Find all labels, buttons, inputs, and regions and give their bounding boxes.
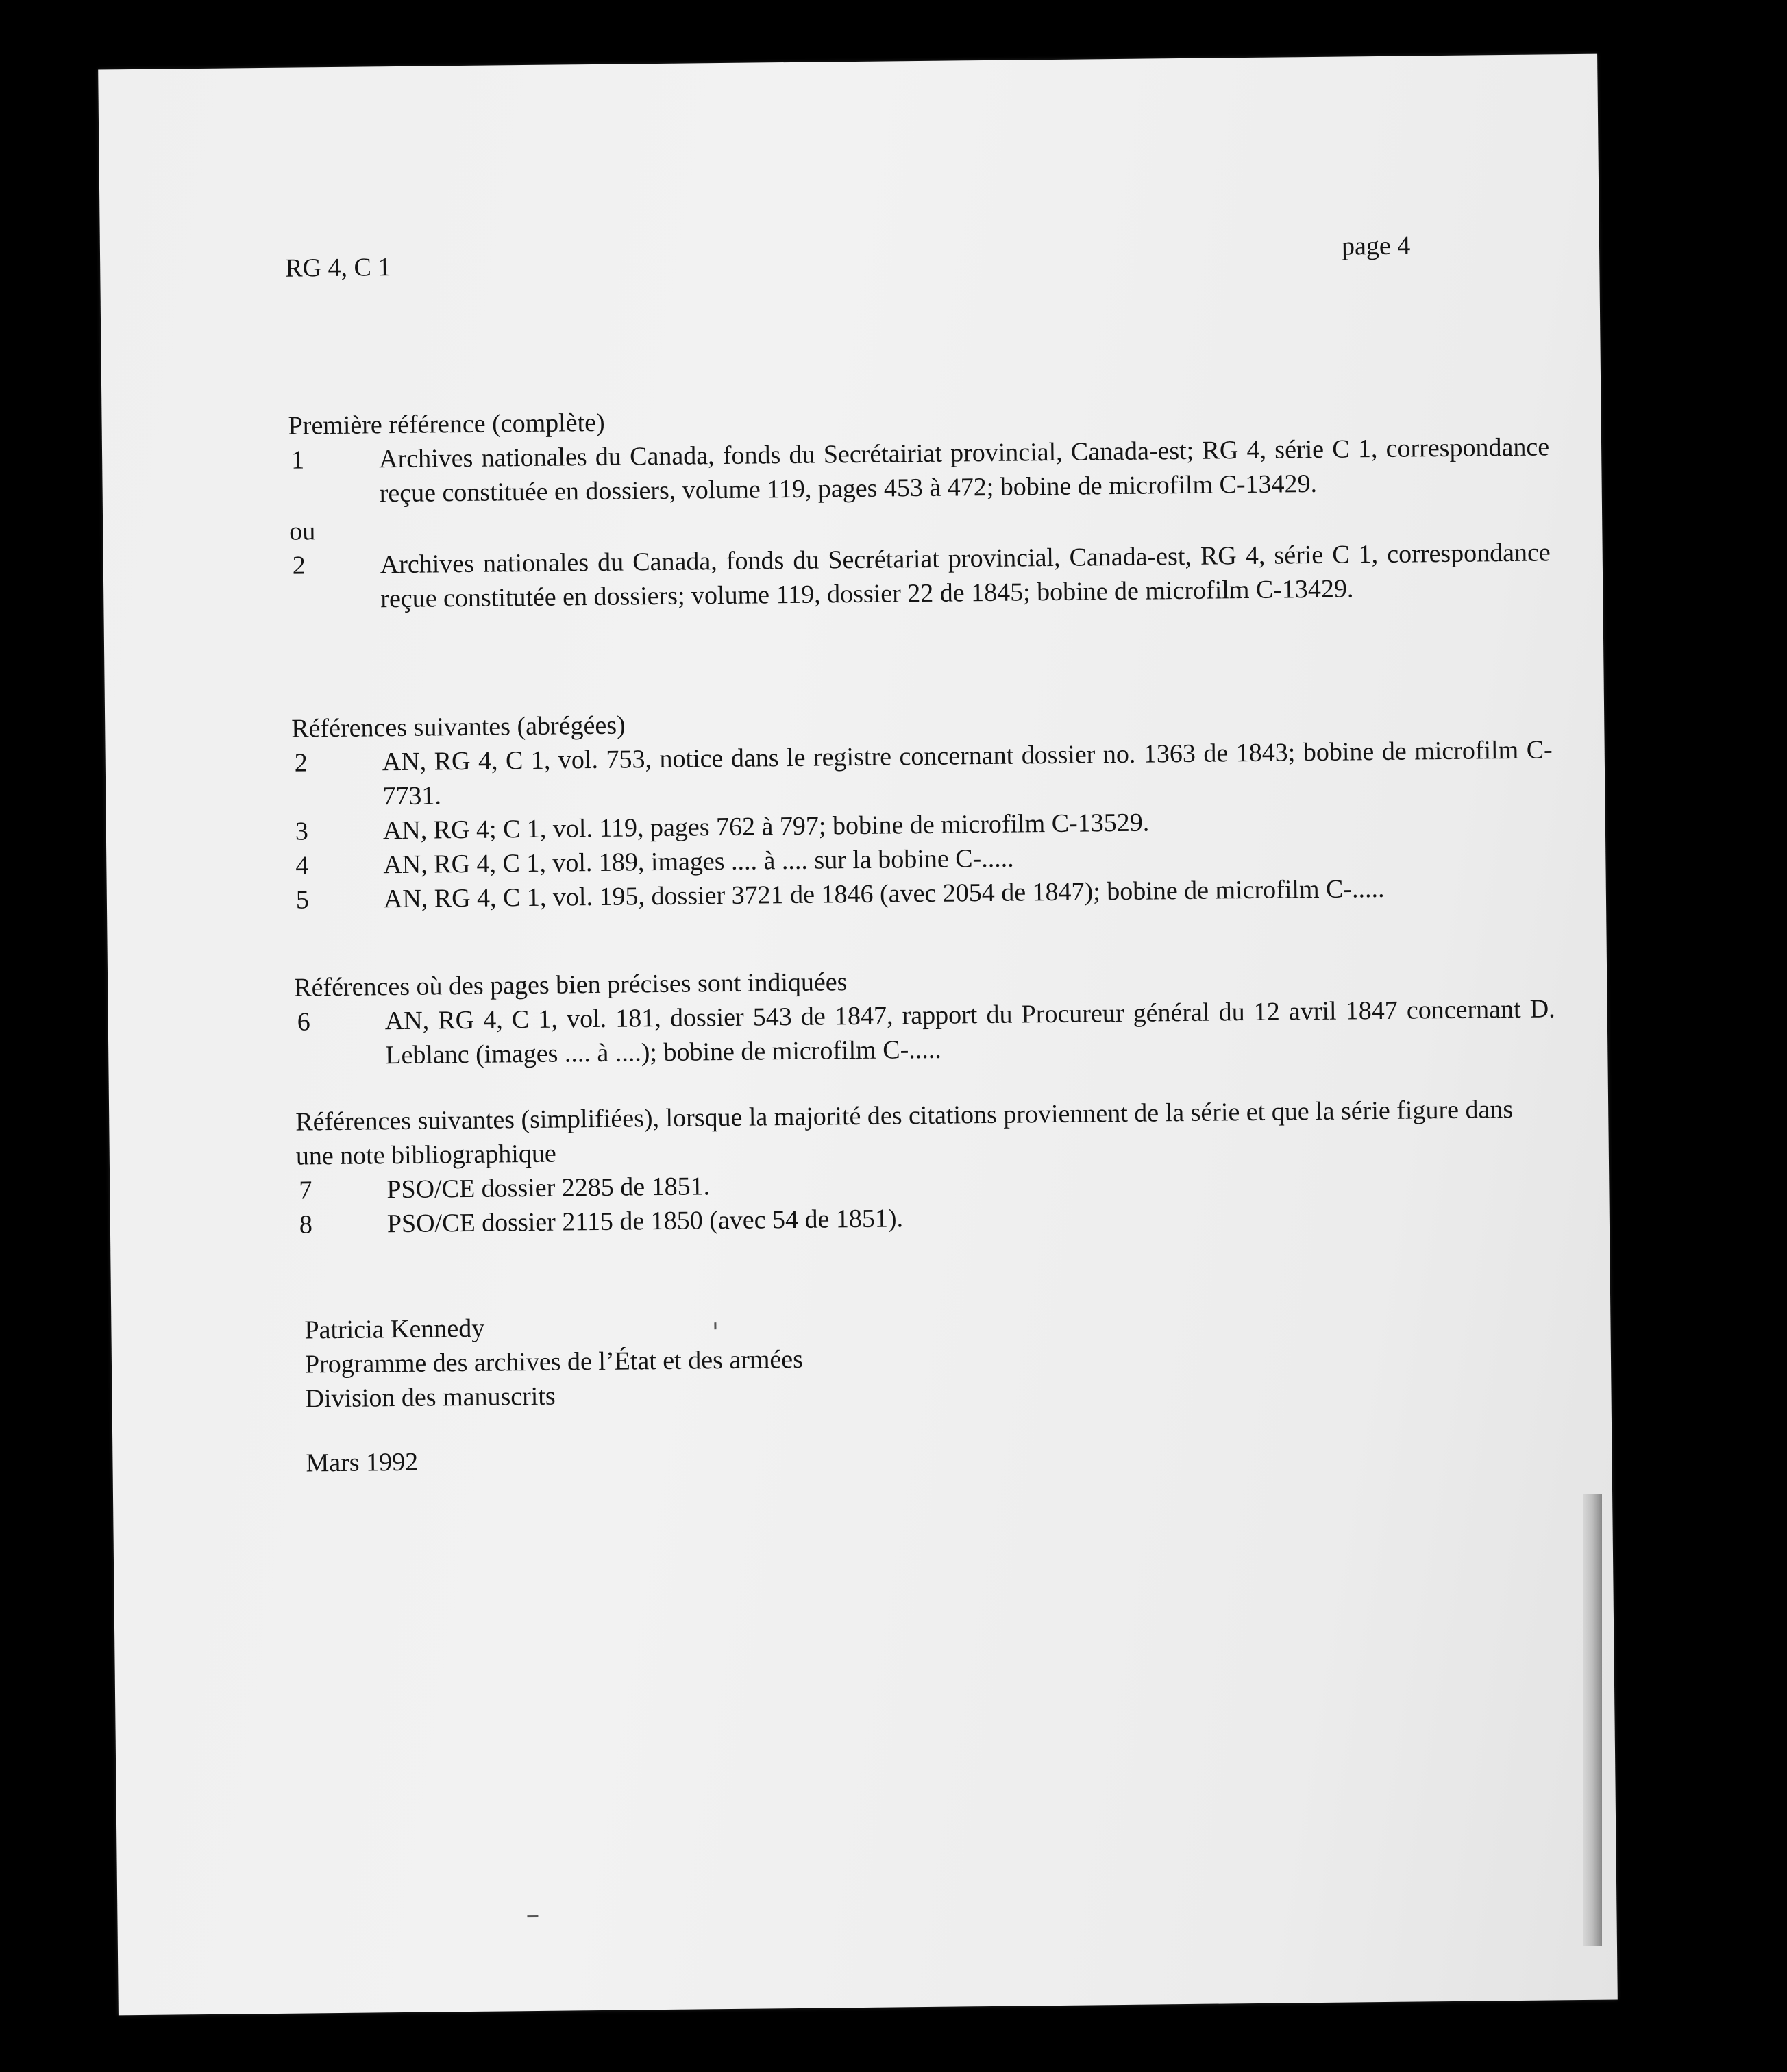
reference-entry bbox=[288, 430, 1550, 511]
entry-text: AN, RG 4, C 1, vol. 195, dossier 3721 de 1846 (avec 2054 de 1847); bobine de microfilm C-..... bbox=[383, 874, 1385, 914]
section-references-abregees bbox=[291, 698, 1554, 917]
entry-text: Archives nationales du Canada, fonds du Secrétairiat provincial, Canada-est; RG 4, série C 1, correspondance reçue constituée en dossiers, volume 119, pages 453 à 472; bobine de microfilm C-13429. bbox=[378, 432, 1550, 508]
header-reference: RG 4, C 1 bbox=[285, 253, 391, 283]
author-name: Patricia Kennedy bbox=[304, 1314, 485, 1345]
entry-number: 5 bbox=[295, 885, 310, 915]
page-edge bbox=[1583, 1494, 1602, 1946]
entry-text: AN, RG 4, C 1, vol. 181, dossier 543 de 1847, rapport du Procureur général du 12 avril 1847 concernant D. Leblanc (images .... à ....); bobine de microfilm C-..... bbox=[384, 994, 1555, 1070]
entry-text: AN, RG 4, C 1, vol. 753, notice dans le registre concernant dossier no. 1363 de 1843; bobine de microfilm C-7731. bbox=[382, 735, 1553, 811]
reference-entry bbox=[295, 991, 1556, 1073]
reference-entry bbox=[292, 732, 1553, 814]
entry-text: PSO/CE dossier 2285 de 1851. bbox=[386, 1172, 711, 1205]
entry-text: PSO/CE dossier 2115 de 1850 (avec 54 de 1851). bbox=[386, 1204, 904, 1239]
scan-speck bbox=[527, 1915, 538, 1917]
entry-text: AN, RG 4, C 1, vol. 189, images .... à .... sur la bobine C-..... bbox=[383, 843, 1014, 880]
entry-number: 3 bbox=[295, 817, 309, 846]
section-premiere-reference bbox=[288, 395, 1551, 617]
page-content bbox=[98, 54, 1618, 2016]
entry-number: 2 bbox=[292, 551, 306, 580]
entry-number: 4 bbox=[295, 851, 309, 880]
document-date: Mars 1992 bbox=[306, 1447, 419, 1478]
author-division: Division des manuscrits bbox=[305, 1381, 556, 1414]
entry-number: 6 bbox=[297, 1007, 310, 1037]
entry-text: AN, RG 4; C 1, vol. 119, pages 762 à 797; bobine de microfilm C-13529. bbox=[382, 808, 1150, 846]
section-references-simplifiees bbox=[295, 1092, 1557, 1242]
connector-ou: ou bbox=[289, 517, 316, 546]
page-number: page 4 bbox=[1341, 231, 1411, 261]
entry-text: Archives nationales du Canada, fonds du Secrétariat provincial, Canada-est, RG 4, série C 1, correspondance reçue constitutée en dossiers; volume 119, dossier 22 de 1845; bobine de microfilm C-13429. bbox=[380, 538, 1551, 614]
section-title: Références suivantes (simplifiées), lorsque la majorité des citations proviennent de la série et que la série figure dans une note bibliographique bbox=[295, 1094, 1514, 1171]
section-title: Références où des pages bien précises sont indiquées bbox=[294, 967, 848, 1002]
entry-number: 8 bbox=[299, 1210, 313, 1240]
section-references-precises bbox=[294, 957, 1555, 1073]
entry-number: 1 bbox=[291, 445, 305, 475]
author-program: Programme des archives de l’État et des armées bbox=[304, 1344, 804, 1379]
document-page bbox=[98, 54, 1618, 2016]
entry-number: 7 bbox=[299, 1176, 312, 1205]
signature-block bbox=[304, 1308, 804, 1416]
section-title: Références suivantes (abrégées) bbox=[291, 711, 626, 743]
reference-entry bbox=[290, 535, 1551, 617]
scan-speck bbox=[714, 1322, 716, 1329]
section-title: Première référence (complète) bbox=[288, 408, 605, 441]
entry-number: 2 bbox=[294, 748, 308, 778]
